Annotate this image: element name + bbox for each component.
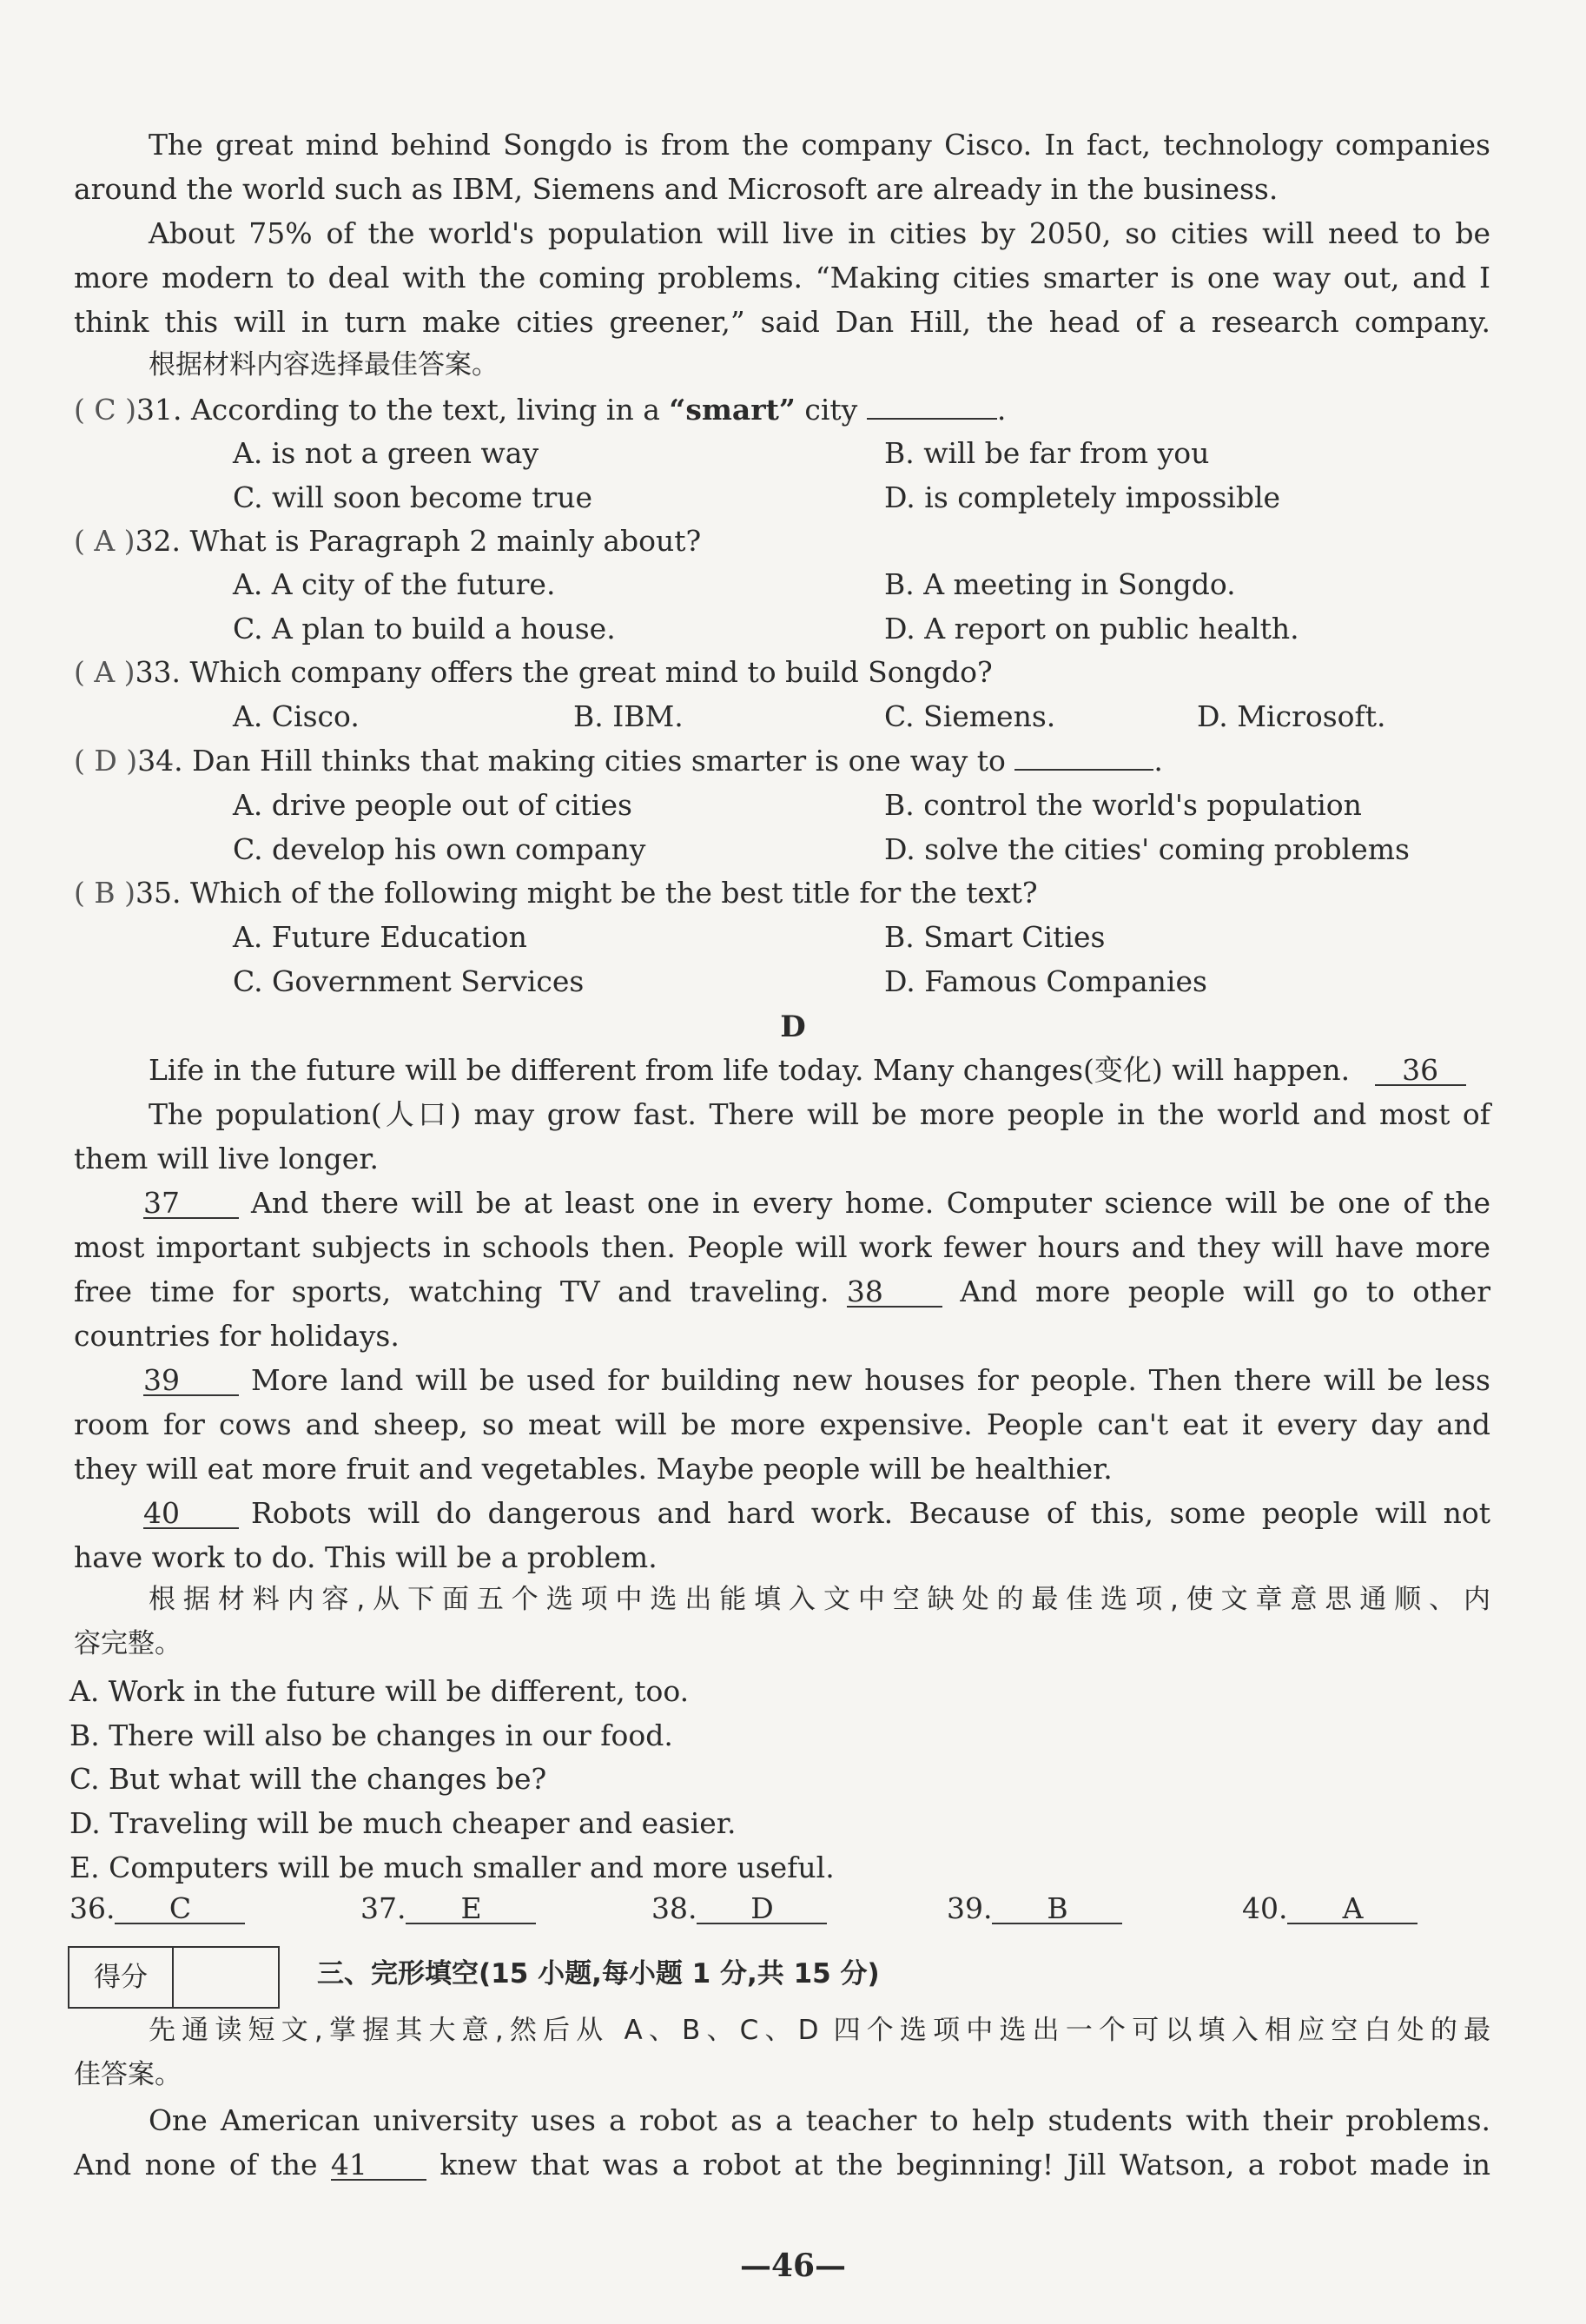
text-line: About 75% of the world's population will live in cities by 2050, so cities will need to be bbox=[149, 216, 1490, 250]
option-b: B. A meeting in Songdo. bbox=[884, 567, 1236, 601]
option-a: A. drive people out of cities bbox=[233, 788, 632, 822]
answer-number: 36. bbox=[69, 1891, 116, 1925]
text-line: Life in the future will be different from life today. Many changes(变化) will happen. bbox=[149, 1053, 1351, 1087]
question-stem: What is Paragraph 2 mainly about? bbox=[189, 524, 702, 558]
passage-d-title: D bbox=[780, 1010, 806, 1044]
choice-e: E. Computers will be much smaller and more useful. bbox=[69, 1851, 835, 1884]
question-stem: Dan Hill thinks that making cities smarter is one way to bbox=[192, 744, 1006, 778]
blank-40[interactable]: 40 bbox=[143, 1499, 239, 1529]
text-line bbox=[74, 2150, 1490, 2195]
text-line: And none of the bbox=[74, 2148, 318, 2182]
option-d: D. Famous Companies bbox=[884, 964, 1207, 998]
instruction-section-3 bbox=[74, 2017, 1490, 2106]
answer-37 bbox=[360, 1891, 536, 1925]
answer-39 bbox=[947, 1891, 1122, 1925]
answer-blank[interactable]: A bbox=[1287, 1894, 1417, 1924]
text-line: have work to do. This will be a problem. bbox=[74, 1540, 658, 1574]
question-stem-bold: “smart” bbox=[669, 393, 796, 427]
passage-d-paragraph-3 bbox=[74, 1188, 1490, 1366]
answer-number: 39. bbox=[947, 1891, 993, 1925]
option-b: B. IBM. bbox=[573, 699, 684, 733]
option-d: D. is completely impossible bbox=[884, 480, 1281, 514]
instruction-d bbox=[74, 1586, 1490, 1675]
option-d: D. solve the cities' coming problems bbox=[884, 832, 1410, 866]
question-number: 31. bbox=[135, 393, 182, 427]
choice-c: C. But what will the changes be? bbox=[69, 1762, 547, 1796]
question-31 bbox=[74, 393, 1007, 427]
text-line: more modern to deal with the coming problems. “Making cities smarter is one way out, and I bbox=[74, 261, 1490, 295]
question-stem-after: city bbox=[795, 393, 858, 427]
instruction-c: 根据材料内容选择最佳答案。 bbox=[149, 349, 499, 381]
option-b: B. control the world's population bbox=[884, 788, 1362, 822]
answer-number: 38. bbox=[651, 1891, 697, 1925]
text-line bbox=[74, 1363, 1490, 1410]
option-c: C. A plan to build a house. bbox=[233, 612, 616, 646]
text-line: them will live longer. bbox=[74, 1142, 379, 1175]
text-line: And more people will go to other bbox=[960, 1275, 1490, 1308]
option-a: A. A city of the future. bbox=[233, 567, 556, 601]
text-line: The population(人口) may grow fast. There will be more people in the world and most of bbox=[149, 1097, 1490, 1131]
option-c: C. develop his own company bbox=[233, 832, 646, 866]
option-d: D. A report on public health. bbox=[884, 612, 1299, 646]
option-b: B. will be far from you bbox=[884, 436, 1210, 470]
text-line bbox=[74, 1496, 1490, 1543]
blank-37[interactable]: 37 bbox=[143, 1188, 239, 1219]
choice-a: A. Work in the future will be different, too. bbox=[69, 1674, 690, 1708]
question-end: . bbox=[1153, 744, 1163, 778]
answer-blank[interactable] bbox=[1014, 769, 1153, 771]
answer-40 bbox=[1242, 1891, 1417, 1925]
question-32 bbox=[74, 524, 702, 558]
score-box bbox=[68, 1946, 280, 2009]
text-line: Robots will do dangerous and hard work. Because of this, some people will not bbox=[251, 1496, 1490, 1530]
answer-mark: ( A ) bbox=[74, 524, 135, 558]
text-line: 先通读短文,掌握其大意,然后从 A、B、C、D 四个选项中选出一个可以填入相应空白处的最 bbox=[149, 2015, 1490, 2046]
option-c: C. will soon become true bbox=[233, 480, 592, 514]
question-stem: Which of the following might be the best title for the text? bbox=[189, 876, 1038, 910]
choice-b: B. There will also be changes in our food. bbox=[69, 1718, 673, 1752]
passage-d-paragraph-5 bbox=[74, 1496, 1490, 1587]
answer-mark: ( C ) bbox=[74, 393, 136, 427]
text-line: And there will be at least one in every home. Computer science will be one of the bbox=[251, 1186, 1490, 1220]
question-stem: Which company offers the great mind to build Songdo? bbox=[189, 655, 993, 689]
option-c: C. Siemens. bbox=[884, 699, 1056, 733]
text-line: room for cows and sheep, so meat will be more expensive. People can't eat it every day and bbox=[74, 1407, 1490, 1441]
text-line: they will eat more fruit and vegetables. Maybe people will be healthier. bbox=[74, 1452, 1113, 1486]
answer-number: 37. bbox=[360, 1891, 406, 1925]
text-line: One American university uses a robot as a teacher to help students with their problems. bbox=[149, 2103, 1490, 2137]
passage-d-line-1 bbox=[149, 1053, 1466, 1087]
text-line: 佳答案。 bbox=[74, 2059, 182, 2090]
passage-d-paragraph-4 bbox=[74, 1363, 1490, 1499]
passage-c-paragraph-2 bbox=[74, 216, 1490, 352]
question-stem: According to the text, living in a bbox=[190, 393, 670, 427]
text-line: More land will be used for building new houses for people. Then there will be less bbox=[251, 1363, 1490, 1397]
text-line: The great mind behind Songdo is from the company Cisco. In fact, technology companies bbox=[149, 128, 1490, 162]
page-number: —46— bbox=[739, 2248, 847, 2284]
cloze-paragraph bbox=[74, 2103, 1491, 2195]
text-line bbox=[74, 1188, 1490, 1233]
answer-36 bbox=[69, 1891, 245, 1925]
choice-d: D. Traveling will be much cheaper and easier. bbox=[69, 1806, 737, 1840]
answer-38 bbox=[651, 1891, 827, 1925]
blank-38[interactable]: 38 bbox=[847, 1277, 942, 1308]
answer-mark: ( D ) bbox=[74, 744, 138, 778]
answer-mark: ( A ) bbox=[74, 655, 135, 689]
passage-c-paragraph-1 bbox=[74, 130, 1490, 219]
answer-number: 40. bbox=[1242, 1891, 1288, 1925]
text-line: around the world such as IBM, Siemens and Microsoft are already in the business. bbox=[74, 172, 1279, 206]
option-a: A. Future Education bbox=[233, 920, 527, 954]
score-label: 得分 bbox=[69, 1948, 174, 2007]
text-line: 容完整。 bbox=[74, 1628, 182, 1659]
text-line: countries for holidays. bbox=[74, 1319, 400, 1353]
question-number: 35. bbox=[135, 876, 182, 910]
blank-41[interactable]: 41 bbox=[331, 2150, 426, 2181]
answer-blank[interactable]: E bbox=[406, 1894, 536, 1924]
section-3-title: 三、完形填空(15 小题,每小题 1 分,共 15 分) bbox=[317, 1958, 880, 1990]
blank-39[interactable]: 39 bbox=[143, 1366, 239, 1396]
blank-36[interactable]: 36 bbox=[1375, 1056, 1466, 1086]
answer-blank[interactable]: C bbox=[115, 1894, 245, 1924]
option-b: B. Smart Cities bbox=[884, 920, 1106, 954]
text-line: 根据材料内容,从下面五个选项中选出能填入文中空缺处的最佳选项,使文章意思通顺、内 bbox=[149, 1584, 1490, 1615]
text-line: knew that was a robot at the beginning! Jill Watson, a robot made in bbox=[439, 2148, 1491, 2182]
passage-d-paragraph-2 bbox=[74, 1097, 1490, 1188]
option-a: A. Cisco. bbox=[233, 699, 360, 733]
option-c: C. Government Services bbox=[233, 964, 585, 998]
question-35 bbox=[74, 876, 1038, 910]
text-line: free time for sports, watching TV and traveling. bbox=[74, 1275, 829, 1308]
question-number: 33. bbox=[135, 655, 182, 689]
option-a: A. is not a green way bbox=[233, 436, 539, 470]
text-line: think this will in turn make cities greener,” said Dan Hill, the head of a research company. bbox=[74, 305, 1490, 339]
answer-mark: ( B ) bbox=[74, 876, 135, 910]
question-33 bbox=[74, 655, 993, 689]
question-34 bbox=[74, 744, 1163, 778]
text-line bbox=[74, 1277, 1490, 1321]
question-number: 32. bbox=[135, 524, 182, 558]
answer-blank[interactable]: B bbox=[992, 1894, 1122, 1924]
question-end: . bbox=[996, 393, 1007, 427]
option-d: D. Microsoft. bbox=[1197, 699, 1386, 733]
answer-blank[interactable] bbox=[867, 418, 997, 420]
question-number: 34. bbox=[137, 744, 183, 778]
text-line: most important subjects in schools then. People will work fewer hours and they will have more bbox=[74, 1230, 1490, 1264]
answer-blank[interactable]: D bbox=[697, 1894, 827, 1924]
